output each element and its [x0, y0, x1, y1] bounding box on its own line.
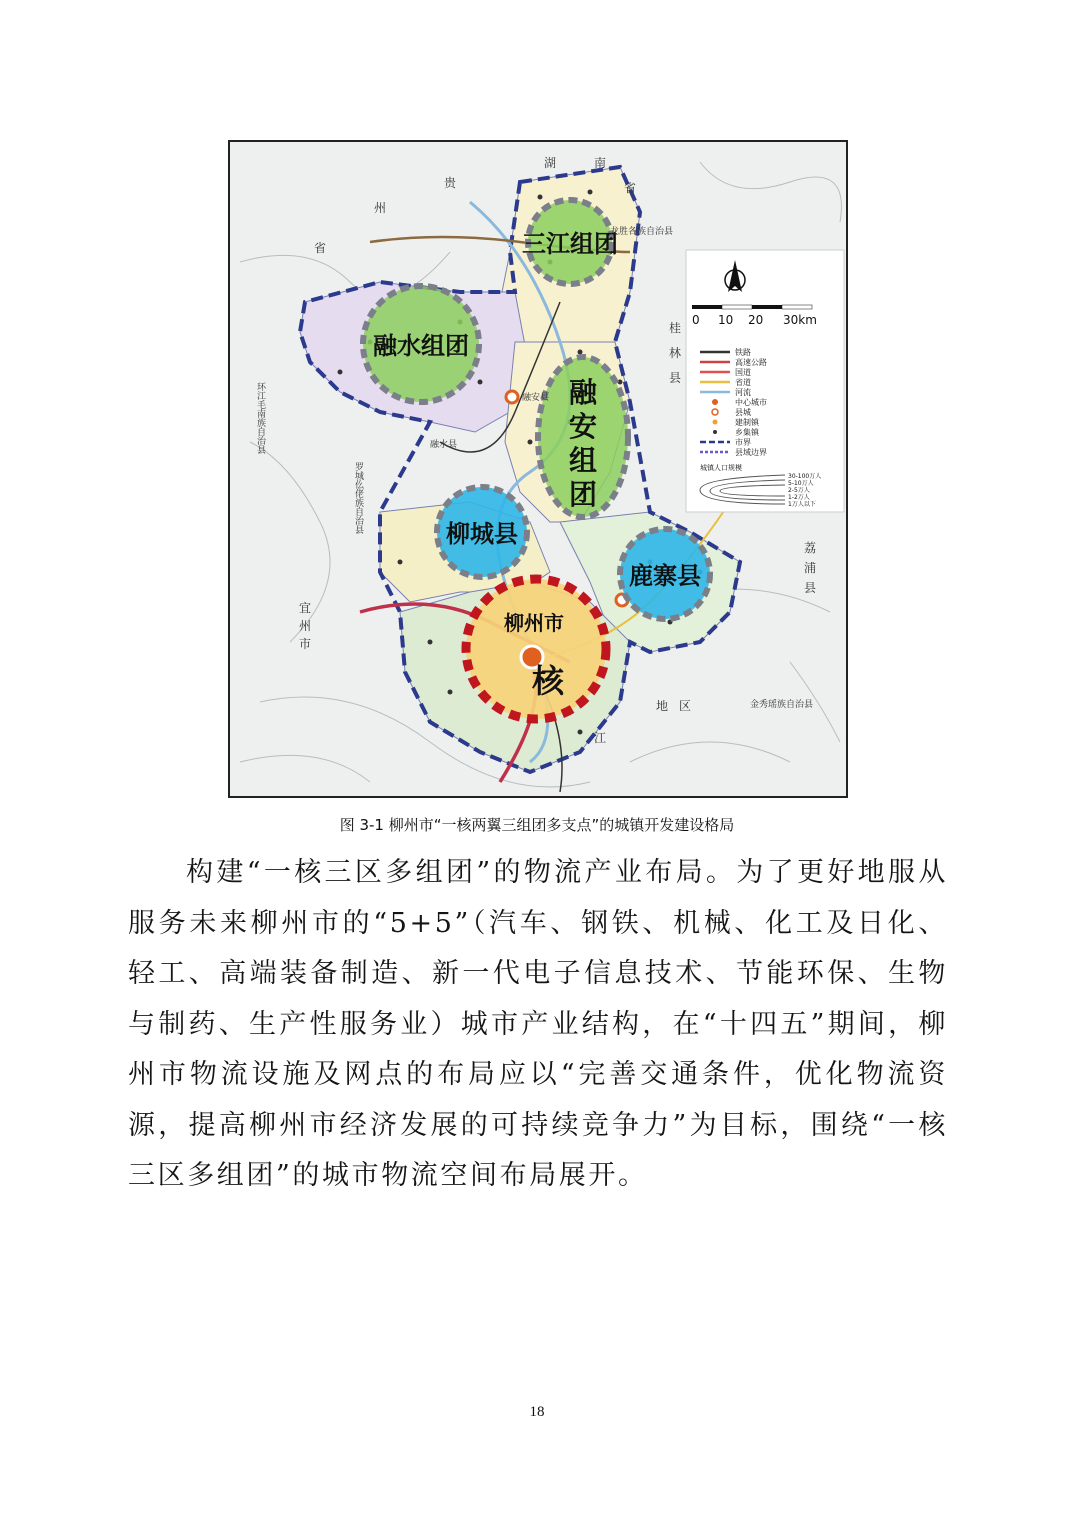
figure-caption: 图 3-1 柳州市“一核两翼三组团多支点”的城镇开发建设格局 — [339, 816, 735, 834]
svg-text:宜: 宜 — [298, 601, 312, 615]
svg-text:国道: 国道 — [735, 368, 751, 377]
svg-text:30-100万人: 30-100万人 — [788, 473, 822, 480]
svg-text:罗城仫佬族自治县: 罗城仫佬族自治县 — [353, 462, 363, 534]
label-rongan-3: 组 — [568, 444, 598, 477]
svg-text:林: 林 — [668, 346, 682, 360]
label-liuzhou: 柳州市 — [504, 611, 564, 635]
svg-text:1万人以下: 1万人以下 — [788, 501, 816, 508]
svg-text:荔: 荔 — [803, 541, 817, 555]
label-rongshui: 融水组团 — [373, 331, 469, 360]
svg-text:县城: 县城 — [735, 408, 751, 417]
svg-text:市: 市 — [298, 637, 312, 651]
svg-text:贵: 贵 — [443, 176, 457, 190]
svg-text:0: 0 — [692, 313, 700, 327]
svg-text:城镇人口规模: 城镇人口规模 — [700, 464, 742, 472]
svg-text:乡集镇: 乡集镇 — [735, 428, 759, 437]
svg-text:湖: 湖 — [543, 156, 557, 170]
svg-text:省: 省 — [313, 241, 327, 255]
svg-text:金秀瑶族自治县: 金秀瑶族自治县 — [750, 700, 814, 710]
label-sanjiang: 三江组团 — [522, 229, 618, 258]
svg-text:融水县: 融水县 — [430, 440, 458, 450]
svg-text:市界: 市界 — [735, 438, 751, 447]
svg-text:融安县: 融安县 — [522, 393, 550, 403]
label-core: 核 — [531, 662, 565, 700]
svg-text:县域边界: 县域边界 — [735, 448, 767, 457]
svg-text:州: 州 — [298, 619, 312, 633]
body-paragraph: 构建“一核三区多组团”的物流产业布局。为了更好地服从服务未来柳州市的“5+5”（汽车、钢铁、机械、化工及日化、轻工、高端装备制造、新一代电子信息技术、节能环保、生物与制药、生产性服务业）城市产业结构，在“十四五”期间，柳州市物流设施及网点的布局应以“完善交通条件，优化物流资源，提高柳州市经济发展的可持续竞争力”为目标，围绕“一核三区多组团”的城市物流空间布局展开。 — [128, 857, 948, 1191]
svg-text:地: 地 — [655, 699, 669, 713]
page-number: 18 — [529, 1404, 545, 1420]
svg-text:县: 县 — [803, 581, 817, 595]
svg-text:1-2万人: 1-2万人 — [788, 494, 810, 501]
svg-text:区: 区 — [678, 699, 692, 713]
svg-text:河流: 河流 — [735, 388, 751, 397]
svg-text:州: 州 — [373, 201, 387, 215]
map-figure — [228, 140, 848, 798]
svg-text:建制镇: 建制镇 — [735, 418, 759, 427]
svg-text:浦: 浦 — [803, 561, 817, 575]
svg-text:30km: 30km — [783, 313, 817, 327]
label-rongan-1: 融 — [568, 376, 598, 409]
svg-text:省道: 省道 — [735, 378, 751, 387]
rongan-county-seat-icon — [506, 391, 518, 403]
label-luzhai: 鹿寨县 — [629, 561, 701, 590]
label-liucheng: 柳城县 — [446, 519, 518, 548]
svg-text:县: 县 — [668, 371, 682, 385]
svg-text:南: 南 — [593, 156, 607, 170]
svg-text:铁路: 铁路 — [735, 348, 751, 357]
liuzhou-map — [230, 142, 846, 796]
label-rongan-4: 团 — [568, 478, 598, 511]
svg-text:江: 江 — [593, 731, 607, 745]
svg-text:高速公路: 高速公路 — [735, 358, 767, 367]
svg-text:5-10万人: 5-10万人 — [788, 480, 814, 487]
map-legend — [686, 250, 844, 512]
svg-text:龙胜各族自治县: 龙胜各族自治县 — [610, 227, 674, 237]
svg-text:桂: 桂 — [668, 321, 682, 335]
svg-text:10: 10 — [718, 313, 734, 327]
scale-bar — [692, 305, 812, 309]
svg-text:省: 省 — [623, 181, 637, 195]
svg-text:环江毛南族自治县: 环江毛南族自治县 — [255, 382, 265, 454]
label-rongan-2: 安 — [568, 410, 598, 443]
svg-text:2-5万人: 2-5万人 — [788, 487, 810, 494]
svg-text:20: 20 — [748, 313, 764, 327]
svg-text:中心城市: 中心城市 — [735, 398, 767, 407]
